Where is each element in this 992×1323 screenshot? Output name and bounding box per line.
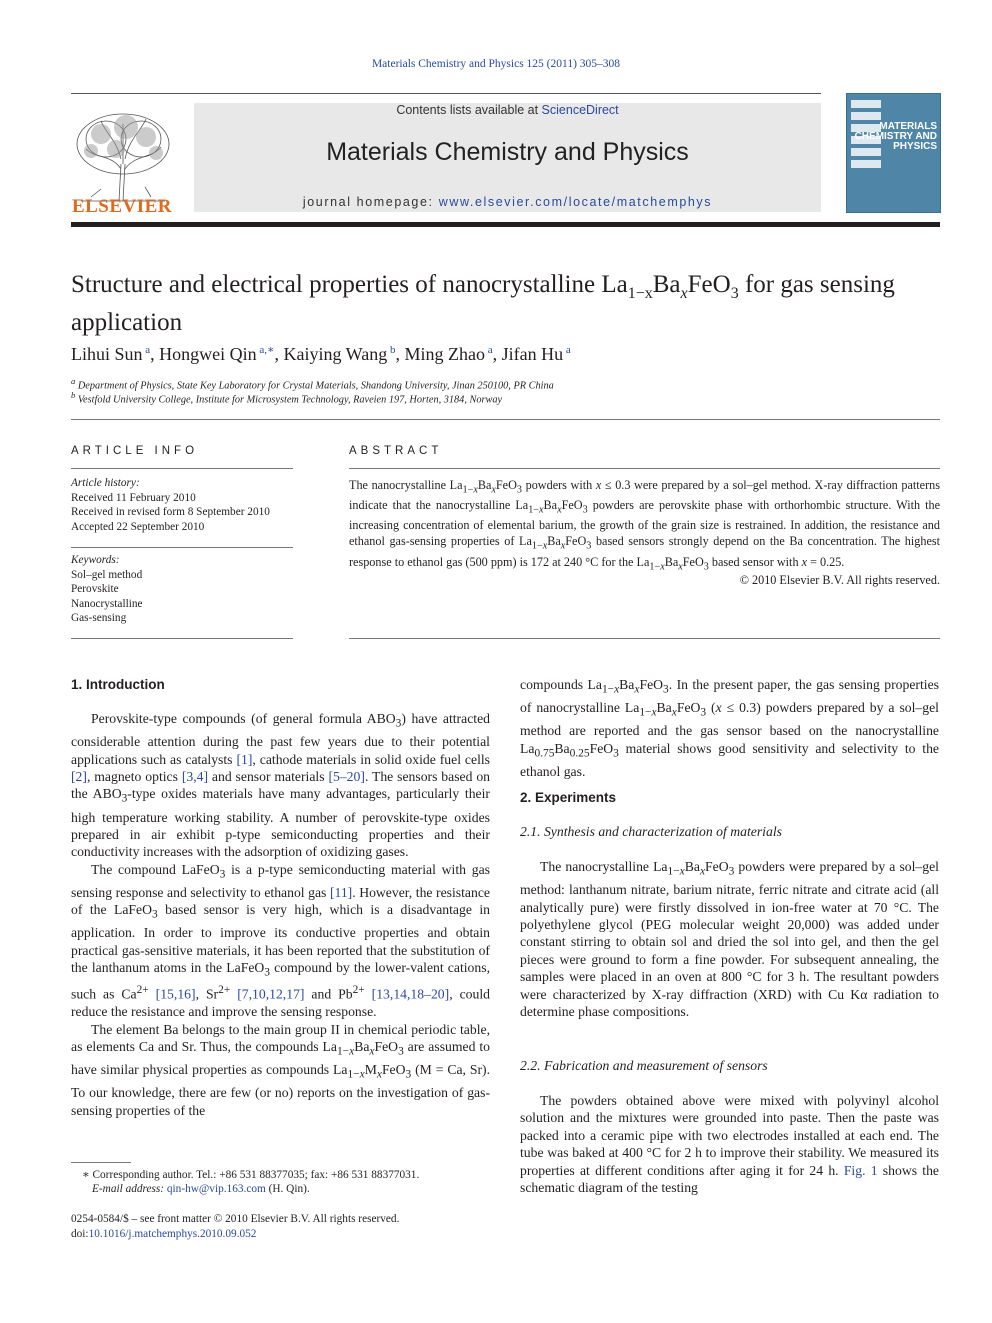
history-label: Article history:: [71, 477, 140, 489]
keywords: [71, 553, 143, 626]
info-rule: [71, 468, 293, 469]
subsection-2-2-heading: 2.2. Fabrication and measurement of sensors: [520, 1058, 768, 1073]
corresponding-author-note: ∗ Corresponding author. Tel.: +86 531 88377035; fax: +86 531 88377031.: [82, 1169, 420, 1181]
email-note: [92, 1182, 310, 1197]
synthesis-body: The nanocrystalline $La_{1-x}Ba_xFeO_3$ powders were prepared by a sol–gel method: lanthanum nitrate, barium nitrate, ferric nitrate and citrate acid (all analytically pure) were firstly dissolved in ion-free water at 70 °C. The polyethylene glycol (PEG molecular weight 20,000) was added under constant stirring to obtain sol and dried the sol into gel, and then the gel pieces were ground to form a fine powder. For subsequent annealing, the samples were placed in an oven at 800 °C for 3 h. The resultant powders were characterized by X-ray diffraction (XRD) with Cu Kα radiation to determine phase compositions.: [520, 859, 939, 1019]
keyword: Gas-sensing: [71, 612, 127, 624]
experiments-heading: 2. Experiments: [520, 790, 617, 805]
header-rule: [71, 93, 821, 94]
section-divider: [71, 419, 940, 420]
abstract-copyright: © 2010 Elsevier B.V. All rights reserved.: [739, 573, 940, 587]
introduction-body: Perovskite-type compounds (of general formula $ABO_3$) have attracted considerable attention during the past few years due to their potential applications such as catalysts [1], cathode materials in solid oxide fuel cells [2], magneto optics [3,4] and sensor materials [5–20]. The sensors based on the $ABO_3$-type oxides materials have many advantages, particularly their high temperature working stability. A number of perovskite-type oxides prepared in air exhibit p-type semiconducting properties and their conductivity increases with the adsorption of oxidizing gases. The compound LaFeO$_3$ is a p-type semiconducting material with gas sensing response and selectivity to ethanol gas [11]. However, the resistance of the LaFeO$_3$ based sensor is very high, which is a disadvantage in application. In order to improve its conductive properties and obtain practical gas-sensitive materials, it has been reported that the substitution of the lanthanum atoms in the LaFeO$_3$ compound by the lower-valent cations, such as $Ca^{2+}$ [15,16], $Sr^{2+}$ [7,10,12,17] and $Pb^{2+}$ [13,14,18–20], could reduce the resistance and improve the sensing response. The element Ba belongs to the main group II in chemical periodic table, as elements Ca and Sr. Thus, the compounds $La_{1-x}Ba_xFeO_3$ are assumed to have similar physical properties as compounds $La_{1-x}M_xFeO_3$ (M = Ca, Sr). To our knowledge, there are few (or no) reports on the investigation of gas-sensing properties of the: [71, 711, 491, 1118]
subsection-2-1-heading: 2.1. Synthesis and characterization of materials: [520, 824, 782, 839]
article-history: [71, 476, 270, 534]
journal-reference[interactable]: Materials Chemistry and Physics 125 (2011) 305–308: [371, 58, 621, 70]
keyword: Nanocrystalline: [71, 597, 143, 610]
info-rule: [71, 547, 293, 548]
doi-line: [71, 1227, 256, 1242]
abstract-rule: [349, 638, 940, 639]
affiliation-mark: a: [71, 376, 76, 386]
homepage-link[interactable]: www.elsevier.com/locate/matchemphys: [438, 195, 713, 209]
affiliation-b: [71, 390, 502, 405]
received-date: Received 11 February 2010: [71, 491, 196, 504]
email-suffix: (H. Qin).: [265, 1183, 310, 1195]
accepted-date: Accepted 22 September 2010: [71, 520, 205, 533]
author-name: Hongwei Qin: [159, 344, 257, 364]
affiliation-text: Department of Physics, State Key Laboratory for Crystal Materials, Shandong University, Jinan 250100, PR China: [77, 380, 554, 392]
article-title: [71, 270, 931, 337]
affiliation-text: Vestfold University College, Institute for Microsystem Technology, Raveien 197, Horten, 3184, Norway: [77, 394, 503, 406]
journal-cover-thumbnail[interactable]: [846, 93, 941, 213]
author-affiliation-link[interactable]: a: [487, 344, 493, 356]
title-text-1: Structure and electrical properties of nanocrystalline La: [71, 271, 628, 298]
title-text-4: for gas sensing application: [71, 271, 895, 336]
sciencedirect-link[interactable]: ScienceDirect: [541, 103, 619, 117]
doi-link[interactable]: 10.1016/j.matchemphys.2010.09.052: [88, 1228, 257, 1240]
journal-homepage: [194, 195, 821, 209]
contents-prefix: Contents lists available at: [396, 103, 542, 117]
email-label: E-mail address:: [92, 1183, 167, 1195]
title-text-3: FeO: [687, 271, 731, 298]
doi-prefix: doi:: [71, 1228, 89, 1240]
author-name: Ming Zhao: [404, 344, 485, 364]
title-sub-2: x: [680, 285, 688, 302]
title-sub-3: 3: [730, 285, 739, 302]
author-name: Lihui Sun: [71, 344, 143, 364]
revised-date: Received in revised form 8 September 2010: [71, 506, 270, 518]
author-affiliation-link[interactable]: b: [389, 344, 396, 356]
footnote-rule: [71, 1162, 131, 1163]
keyword: Perovskite: [71, 583, 119, 595]
author-affiliation-link[interactable]: a: [145, 344, 151, 356]
title-text-2: Ba: [652, 271, 681, 298]
abstract-heading: ABSTRACT: [349, 445, 443, 457]
abstract-text: The nanocrystalline $La_{1-x}Ba_xFeO_3$ powders with x ≤ 0.3 were prepared by a sol–gel method. X-ray diffraction patterns indicate that the nanocrystalline $La_{1-x}Ba_xFeO_3$ powders are perovskite phase with orthorhombic structure. With the increasing concentration of elemental barium, the growth of the grain size is restrained. In addition, the resistance and ethanol gas-sensing properties of $La_{1-x}Ba_xFeO_3$ based sensors strongly depend on the Ba concentration. The highest response to ethanol gas (500 ppm) is 172 at 240 °C for the $La_{1-x}Ba_xFeO_3$ based sensor with x = 0.25.: [349, 478, 940, 572]
introduction-heading: 1. Introduction: [71, 677, 165, 692]
email-link[interactable]: qin-hw@vip.163.com: [166, 1183, 266, 1195]
cover-title: MATERIALS CHEMISTRY AND PHYSICS: [854, 121, 937, 152]
keywords-label: Keywords:: [71, 554, 120, 566]
front-matter-note: 0254-0584/$ – see front matter © 2010 Elsevier B.V. All rights reserved.: [71, 1213, 400, 1225]
contents-line: [194, 103, 821, 117]
affiliation-mark: b: [71, 390, 76, 400]
publisher-logo-text: ELSEVIER: [71, 196, 173, 217]
header-thick-rule: [71, 222, 940, 227]
author-list: Lihui Sun $^a$, Hongwei Qin $^{a,∗}$, Kaiying Wang $^b$, Ming Zhao $^a$, Jifan Hu $^a$: [71, 344, 571, 364]
title-sub-1: 1−x: [627, 285, 653, 302]
author-affiliation-link[interactable]: a: [565, 344, 571, 356]
author-name: Jifan Hu: [501, 344, 564, 364]
abstract-rule: [349, 468, 940, 469]
journal-name: Materials Chemistry and Physics: [326, 138, 689, 166]
article-info-heading: ARTICLE INFO: [71, 445, 199, 457]
author-name: Kaiying Wang: [283, 344, 388, 364]
info-rule: [71, 638, 293, 639]
introduction-continued: compounds $La_{1-x}Ba_xFeO_3$. In the present paper, the gas sensing properties of nanocrystalline $La_{1-x}Ba_xFeO_3$ (x ≤ 0.3) powders prepared by a sol–gel method are reported and the gas sensor based on the nanocrystalline $La_{0.75}Ba_{0.25}FeO_3$ material shows good sensitivity and selectivity to the ethanol gas.: [520, 677, 939, 779]
author-affiliation-link[interactable]: a,∗: [259, 344, 275, 356]
keyword: Sol–gel method: [71, 568, 143, 581]
homepage-prefix: journal homepage:: [302, 195, 439, 209]
fabrication-body: The powders obtained above were mixed with polyvinyl alcohol solution and the mixtures were grounded into paste. Then the paste was packed into a ceramic pipe with two electrodes installed at each end. The tube was baked at 400 °C for 2 h to improve their stability. We measured its properties at different conditions after aging it for 24 h. Fig. 1 shows the schematic diagram of the testing: [520, 1093, 939, 1196]
